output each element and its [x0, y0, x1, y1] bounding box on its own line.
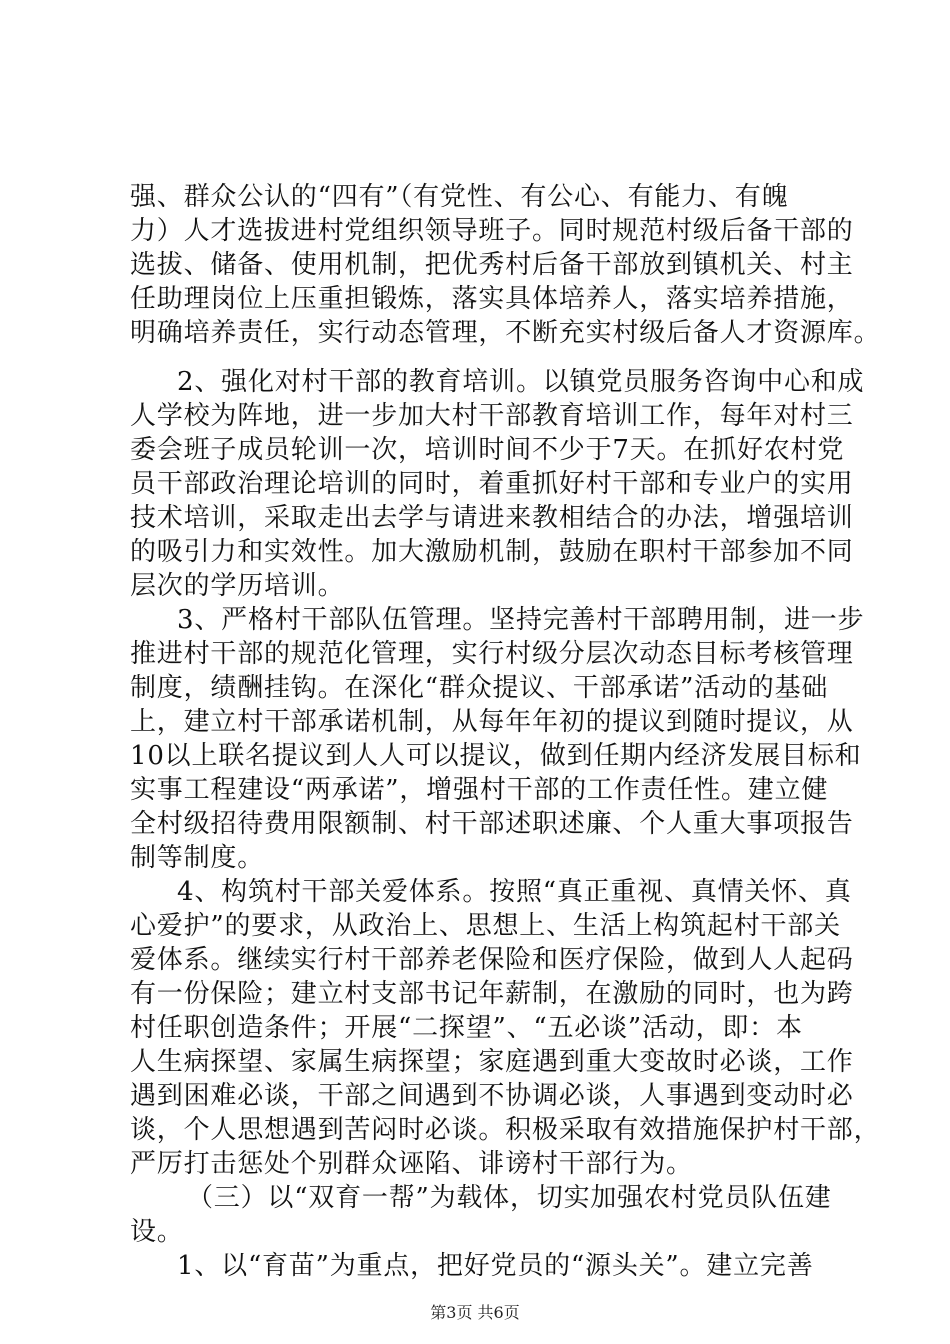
section-heading-line: （三）以“双育一帮”为载体，切实加强农村党员队伍建: [187, 1183, 832, 1213]
text-line: 实事工程建设“两承诺”，增强村干部的工作责任性。建立健: [130, 775, 829, 805]
text-line: 人学校为阵地，进一步加大村干部教育培训工作，每年对村三: [130, 401, 854, 431]
text-line: 谈，个人思想遇到苦闷时必谈。积极采取有效措施保护村干部，: [130, 1115, 881, 1145]
paragraph-start-line: 1、以“育苗”为重点，把好党员的“源头关”。建立完善: [177, 1251, 814, 1281]
text-line: 制度，绩酬挂钩。在深化“群众提议、干部承诺”活动的基础: [130, 673, 829, 703]
text-line: 心爱护”的要求，从政治上、思想上、生活上构筑起村干部关: [130, 911, 841, 941]
paragraph-start-line: 4、构筑村干部关爱体系。按照“真正重视、真情关怀、真: [177, 877, 852, 907]
text-line: 全村级招待费用限额制、村干部述职述廉、个人重大事项报告: [130, 809, 854, 839]
text-line: 上，建立村干部承诺机制，从每年年初的提议到随时提议，从: [130, 707, 854, 737]
text-line: 设。: [130, 1217, 184, 1247]
text-line: 推进村干部的规范化管理，实行村级分层次动态目标考核管理: [130, 639, 854, 669]
text-line: 员干部政治理论培训的同时，着重抓好村干部和专业户的实用: [130, 469, 854, 499]
text-line: 技术培训，采取走出去学与请进来教相结合的办法，增强培训: [130, 503, 854, 533]
text-line: 层次的学历培训。: [130, 571, 345, 601]
text-line: 力）人才选拔进村党组织领导班子。同时规范村级后备干部的: [130, 216, 854, 246]
text-line: 爱体系。继续实行村干部养老保险和医疗保险，做到人人起码: [130, 945, 854, 975]
paragraph-start-line: 3、严格村干部队伍管理。坚持完善村干部聘用制，进一步: [177, 605, 865, 635]
text-line: 强、群众公认的“四有”（有党性、有公心、有能力、有魄: [130, 182, 789, 212]
text-line: 明确培养责任，实行动态管理，不断充实村级后备人才资源库。: [130, 318, 881, 348]
text-line: 有一份保险；建立村支部书记年薪制，在激励的同时，也为跨: [130, 979, 854, 1009]
text-line: 委会班子成员轮训一次，培训时间不少于7天。在抓好农村党: [130, 435, 845, 465]
paragraph-start-line: 2、强化对村干部的教育培训。以镇党员服务咨询中心和成: [177, 367, 865, 397]
text-line: 严厉打击惩处个别群众诬陷、诽谤村干部行为。: [130, 1149, 693, 1179]
text-line: 人生病探望、家属生病探望；家庭遇到重大变故时必谈，工作: [130, 1047, 854, 1077]
text-line: 选拔、储备、使用机制，把优秀村后备干部放到镇机关、村主: [130, 250, 854, 280]
text-line: 的吸引力和实效性。加大激励机制，鼓励在职村干部参加不同: [130, 537, 854, 567]
text-line: 10以上联名提议到人人可以提议，做到任期内经济发展目标和: [130, 741, 862, 771]
text-line: 任助理岗位上压重担锻炼，落实具体培养人，落实培养措施，: [130, 284, 854, 314]
page-number-footer: 第3页 共6页: [430, 1303, 520, 1322]
text-line: 遇到困难必谈，干部之间遇到不协调必谈，人事遇到变动时必: [130, 1081, 854, 1111]
text-line: 制等制度。: [130, 843, 265, 873]
text-line: 村任职创造条件；开展“二探望”、“五必谈”活动，即：本: [130, 1013, 803, 1043]
